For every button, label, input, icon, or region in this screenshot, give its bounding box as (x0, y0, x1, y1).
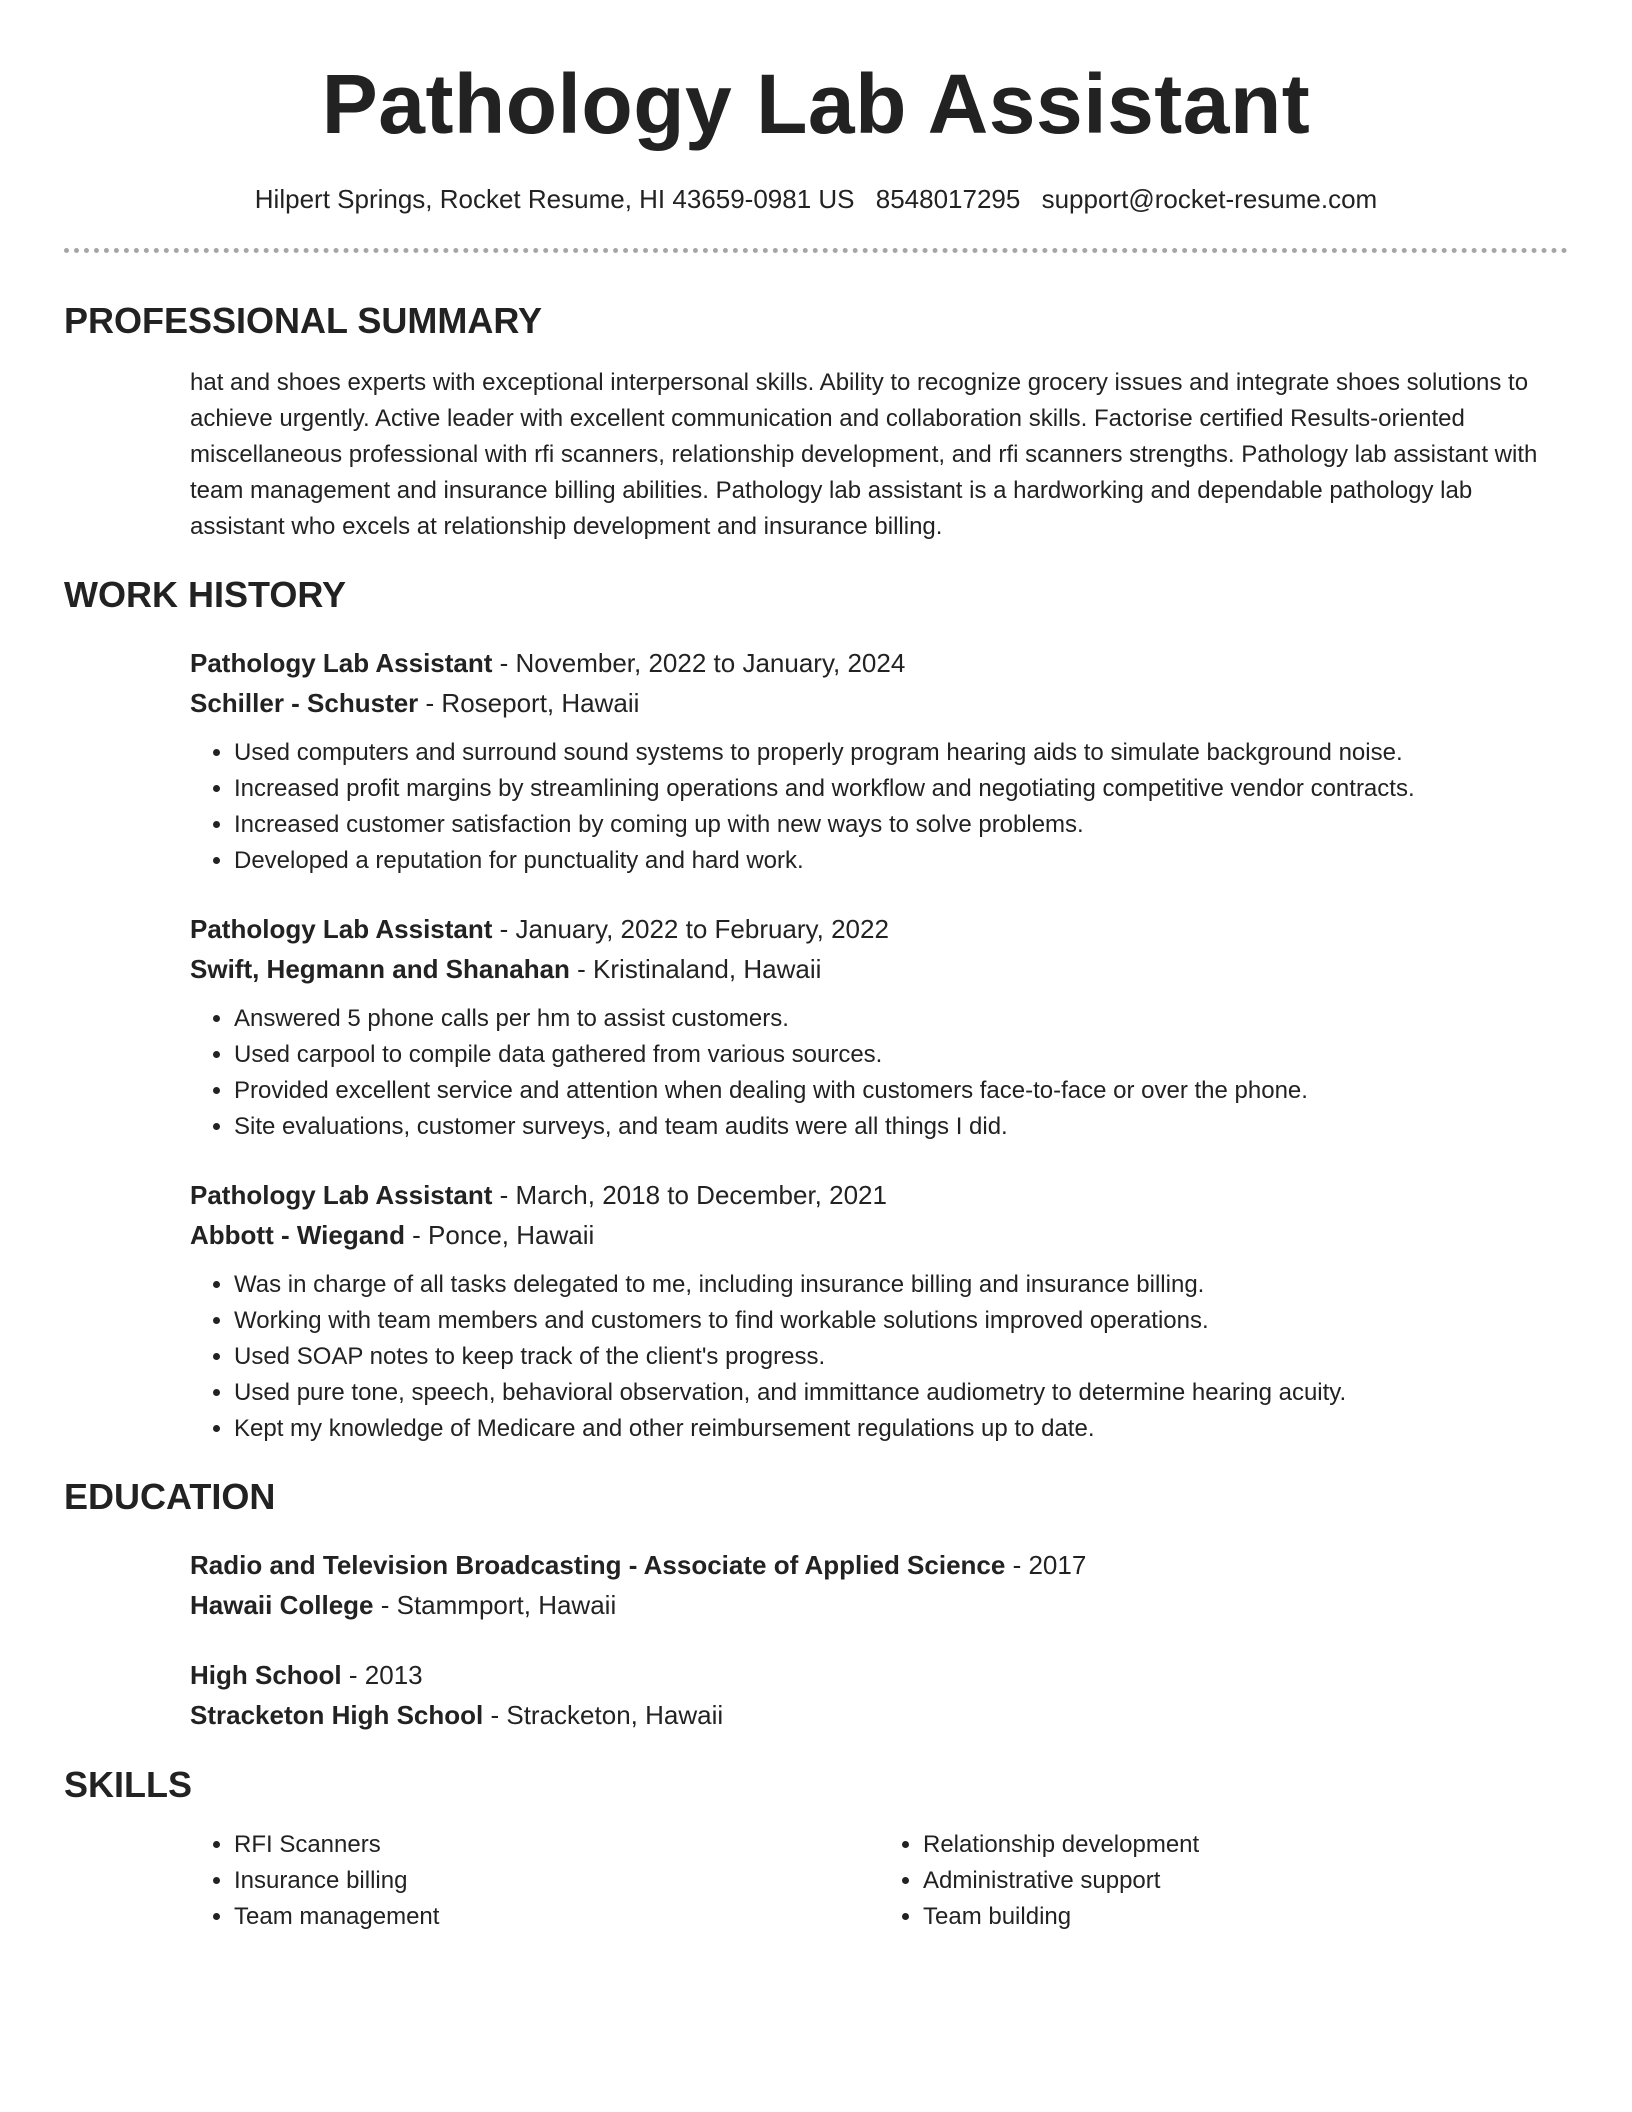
job-dates: - January, 2022 to February, 2022 (492, 914, 889, 944)
job-bullets (190, 735, 1568, 879)
summary-section (64, 299, 1568, 545)
work-entries (190, 643, 1568, 1447)
header-divider (64, 248, 1568, 253)
education-heading: EDUCATION (64, 1476, 276, 1517)
resume-name: Pathology Lab Assistant (321, 57, 1311, 151)
skills-column-left (190, 1827, 879, 1935)
education-section (64, 1475, 1568, 1735)
summary-heading: PROFESSIONAL SUMMARY (64, 300, 543, 341)
education-school-line (190, 1695, 1568, 1735)
job-company-line (190, 1215, 1568, 1255)
education-school: Stracketon High School (190, 1700, 484, 1730)
job-bullet: • Working with team members and customers to find workable solutions improved operations. (234, 1303, 1568, 1339)
job-bullet: • Increased profit margins by streamlining operations and workflow and negotiating competitive vendor contracts. (234, 771, 1568, 807)
job-bullet: • Used computers and surround sound systems to properly program hearing aids to simulate background noise. (234, 735, 1568, 771)
job-dates: - November, 2022 to January, 2024 (492, 648, 906, 678)
skill-item: • Team management (234, 1899, 879, 1935)
education-entries (190, 1545, 1568, 1735)
skill-item: • RFI Scanners (234, 1827, 879, 1863)
job-bullet: • Used SOAP notes to keep track of the client's progress. (234, 1339, 1568, 1375)
job-bullet: • Was in charge of all tasks delegated to me, including insurance billing and insurance billing. (234, 1267, 1568, 1303)
job-dates: - March, 2018 to December, 2021 (492, 1180, 887, 1210)
skills-section (64, 1763, 1568, 1935)
work-history-section (64, 573, 1568, 1447)
summary-text: hat and shoes experts with exceptional interpersonal skills. Ability to recognize grocery issues and integrate shoes solutions to achieve urgently. Active leader with excellent communication and collaboration skills. Factorise certified Results-oriented miscellaneous professional with rfi scanners, relationship development, and rfi scanners strengths. Pathology lab assistant with team management and insurance billing abilities. Pathology lab assistant is a hardworking and dependable pathology lab assistant who excels at relationship development and insurance billing. (190, 369, 1538, 540)
job-bullet: • Provided excellent service and attention when dealing with customers face-to-face or over the phone. (234, 1073, 1568, 1109)
job-bullets (190, 1267, 1568, 1447)
job-bullet: • Used pure tone, speech, behavioral observation, and immittance audiometry to determine hearing acuity. (234, 1375, 1568, 1411)
job-title-line (190, 909, 1568, 949)
job-bullet: • Used carpool to compile data gathered from various sources. (234, 1037, 1568, 1073)
job-entry (190, 909, 1568, 1145)
skills-column-right (879, 1827, 1568, 1935)
work-history-heading: WORK HISTORY (64, 574, 347, 615)
job-company: Swift, Hegmann and Shanahan (190, 954, 570, 984)
skills-grid (190, 1827, 1568, 1935)
job-location: - Ponce, Hawaii (404, 1220, 595, 1250)
skill-item: • Team building (923, 1899, 1568, 1935)
contact-address: Hilpert Springs, Rocket Resume, HI 43659-0981 US (254, 184, 855, 214)
job-role: Pathology Lab Assistant (190, 1180, 493, 1210)
skill-item: • Administrative support (923, 1863, 1568, 1899)
contact-line (64, 182, 1568, 216)
skill-item: • Relationship development (923, 1827, 1568, 1863)
job-bullet: • Site evaluations, customer surveys, and team audits were all things I did. (234, 1109, 1568, 1145)
education-year: - 2017 (1005, 1550, 1087, 1580)
job-location: - Kristinaland, Hawaii (569, 954, 822, 984)
education-degree: High School (190, 1660, 342, 1690)
job-company: Schiller - Schuster (190, 688, 419, 718)
contact-email: support@rocket-resume.com (1041, 184, 1378, 214)
job-bullet: • Kept my knowledge of Medicare and other reimbursement regulations up to date. (234, 1411, 1568, 1447)
education-entry (190, 1655, 1568, 1735)
job-role: Pathology Lab Assistant (190, 648, 493, 678)
education-degree-line (190, 1655, 1568, 1695)
job-bullet: • Increased customer satisfaction by coming up with new ways to solve problems. (234, 807, 1568, 843)
education-location: - Stracketon, Hawaii (483, 1700, 724, 1730)
job-bullets (190, 1001, 1568, 1145)
education-school-line (190, 1585, 1568, 1625)
job-entry (190, 1175, 1568, 1447)
education-location: - Stammport, Hawaii (373, 1590, 617, 1620)
job-company-line (190, 949, 1568, 989)
education-entry (190, 1545, 1568, 1625)
job-bullet: • Developed a reputation for punctuality and hard work. (234, 843, 1568, 879)
job-entry (190, 643, 1568, 879)
skill-item: • Insurance billing (234, 1863, 879, 1899)
job-title-line (190, 643, 1568, 683)
education-degree: Radio and Television Broadcasting - Associate of Applied Science (190, 1550, 1006, 1580)
education-degree-line (190, 1545, 1568, 1585)
skills-heading: SKILLS (64, 1764, 193, 1805)
job-title-line (190, 1175, 1568, 1215)
job-company-line (190, 683, 1568, 723)
job-location: - Roseport, Hawaii (418, 688, 640, 718)
contact-phone: 8548017295 (875, 184, 1021, 214)
education-school: Hawaii College (190, 1590, 374, 1620)
job-bullet: • Answered 5 phone calls per hm to assist customers. (234, 1001, 1568, 1037)
job-role: Pathology Lab Assistant (190, 914, 493, 944)
education-year: - 2013 (341, 1660, 423, 1690)
job-company: Abbott - Wiegand (190, 1220, 405, 1250)
